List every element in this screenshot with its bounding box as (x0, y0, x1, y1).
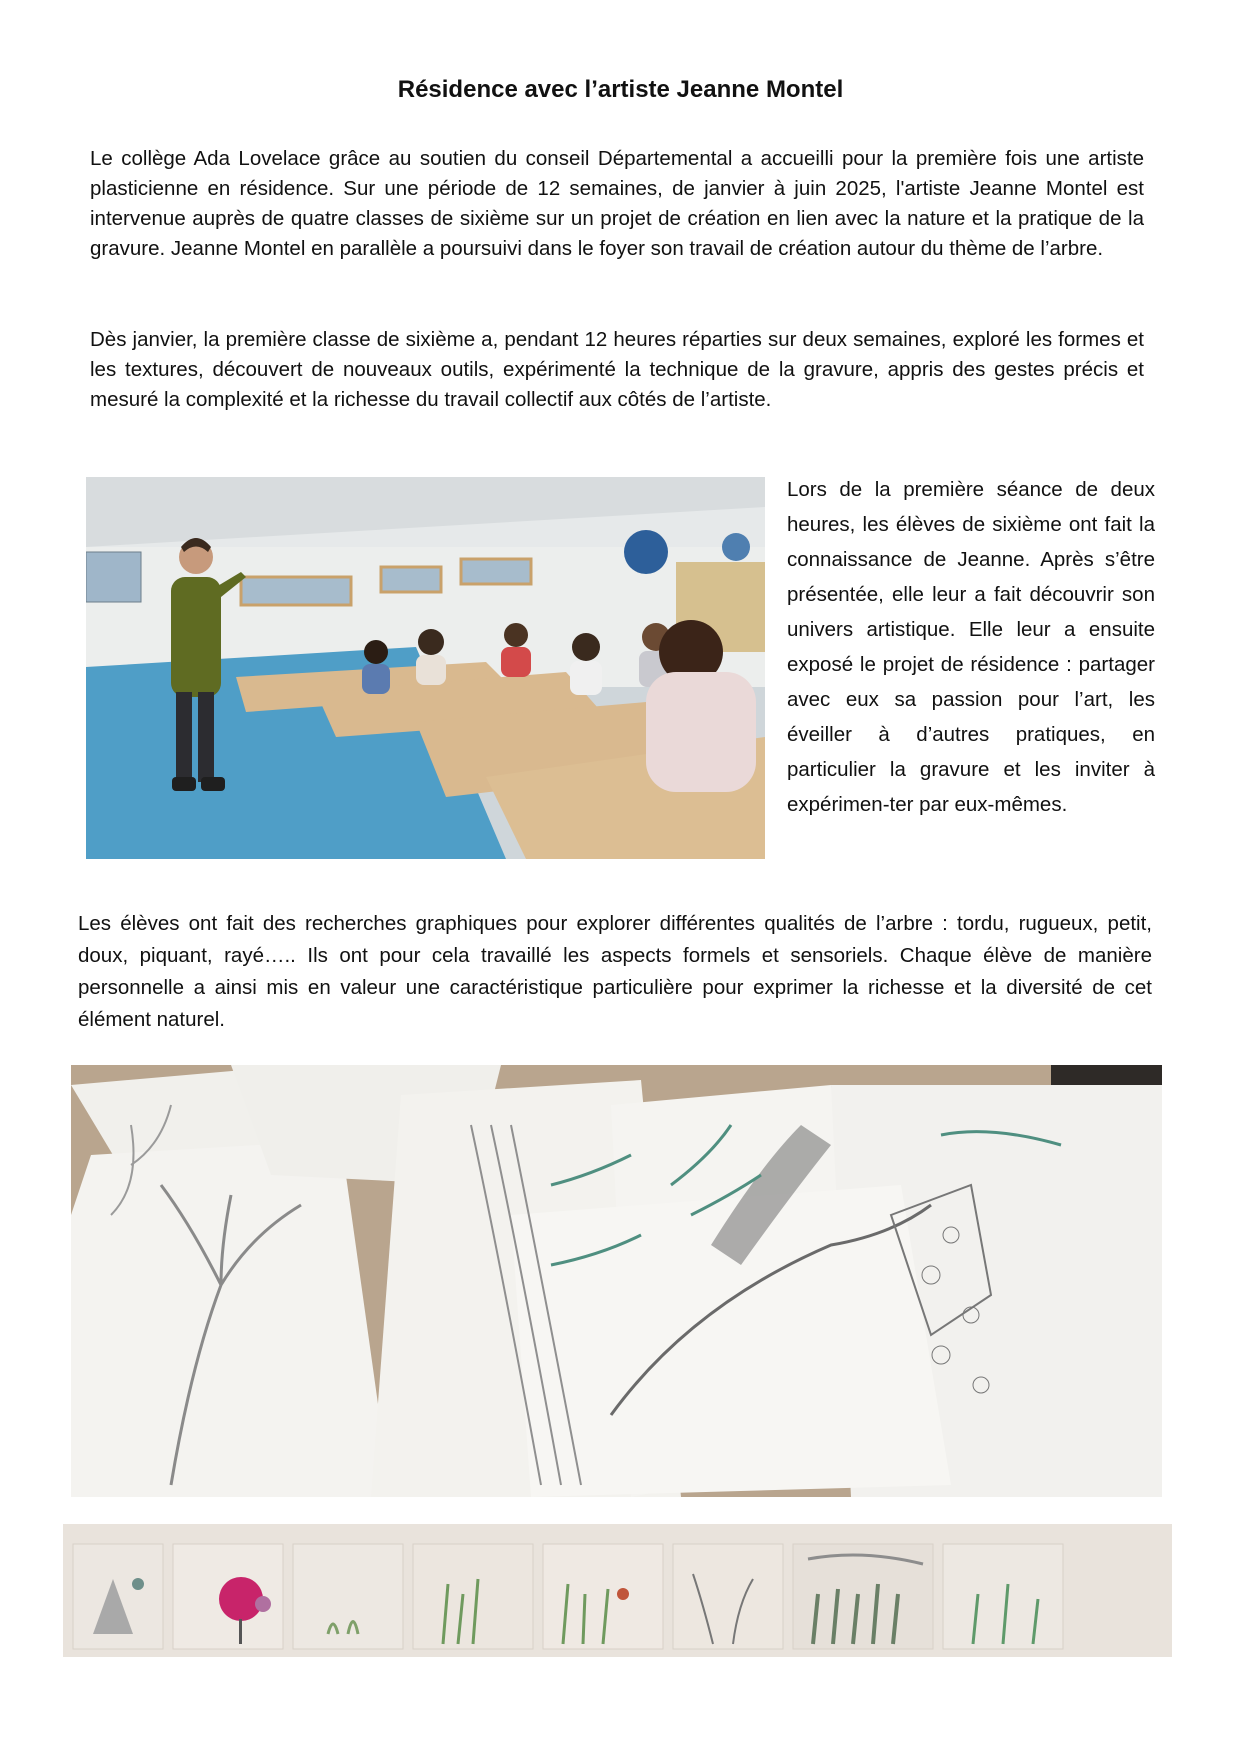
engraving-prints-photo (63, 1524, 1172, 1657)
intro-paragraph: Le collège Ada Lovelace grâce au soutien du conseil Départemental a accueilli pour la première fois une artiste plasticienne en résidence. Sur une période de 12 semaines, de janvier à juin 2025, l'artiste Jeanne Montel est intervenue auprès de quatre classes de sixième sur un projet de création en lien avec la nature et la pratique de la gravure. Jeanne Montel en parallèle a poursuivi dans le foyer son travail de création autour du thème de l’arbre. (90, 147, 1144, 260)
first-session-paragraph: Lors de la première séance de deux heures, les élèves de sixième ont fait la connaissance de Jeanne. Après s’être présentée, elle leur a fait découvrir son univers artistique. Elle leur a ensuite exposé le projet de résidence : partager avec eux sa passion pour l’art, les éveiller à d’autres pratiques, en particulier la gravure et les inviter à expérimen-ter par eux-mêmes. (787, 478, 1155, 816)
research-paragraph: Les élèves ont fait des recherches graphiques pour explorer différentes qualités de l’arbre : tordu, rugueux, petit, doux, piquant, rayé….. Ils ont pour cela travaillé les aspects formels et sensoriels. Chaque élève de manière personnelle a ainsi mis en valeur une caractéristique particulière pour exprimer la richesse et la diversité de cet élément naturel. (78, 912, 1152, 1031)
page-title: Résidence avec l’artiste Jeanne Montel (397, 76, 844, 103)
january-paragraph: Dès janvier, la première classe de sixième a, pendant 12 heures réparties sur deux semaines, exploré les formes et les textures, découvert de nouveaux outils, expérimenté la technique de la gravure, appris des gestes précis et mesuré la complexité et la richesse du travail collectif aux côtés de l’artiste. (90, 328, 1144, 411)
student-drawings-photo (71, 1065, 1162, 1497)
classroom-photo (86, 477, 765, 859)
